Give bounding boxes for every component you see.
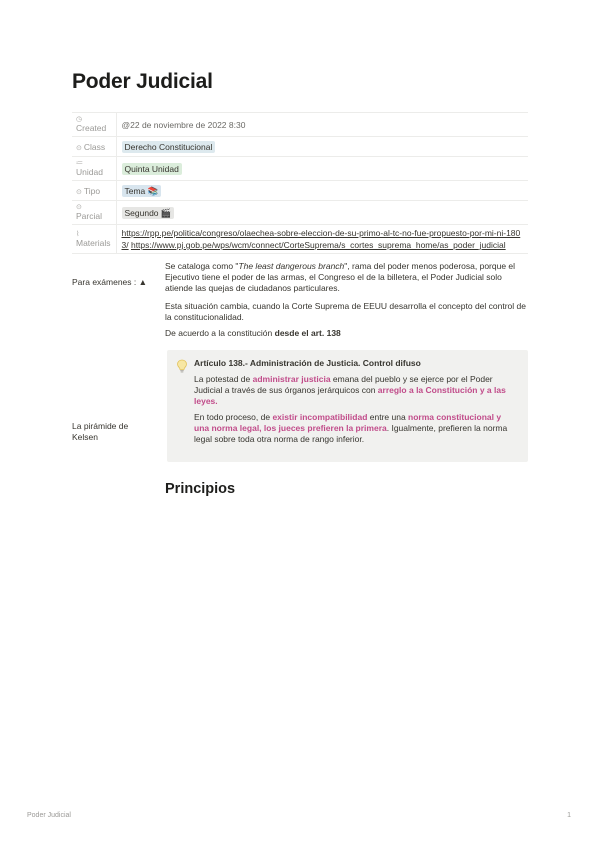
unidad-tag[interactable]: Quinta Unidad	[122, 163, 182, 175]
callout-paragraph-1: La potestad de administrar justicia emana del pueblo y se ejerce por el Poder Judicial a través de sus órganos jerárquicos con arreglo a la Constitución y a las leyes.	[194, 374, 506, 406]
heading-principios: Principios	[165, 481, 236, 497]
select-icon: ⊙	[76, 188, 82, 196]
property-name-unidad: ≔ Unidad	[72, 157, 116, 181]
class-tag[interactable]: Derecho Constitucional	[122, 141, 216, 153]
list-icon: ≔	[76, 160, 83, 167]
materials-links	[116, 225, 528, 254]
property-row-class	[72, 137, 528, 157]
page-title: Poder Judicial	[72, 70, 213, 93]
property-name-created: ◷ Created	[72, 113, 116, 137]
property-value-created: @22 de noviembre de 2022 8:30	[116, 113, 528, 137]
kelsen-label: La pirámide de Kelsen	[72, 421, 129, 442]
material-link-pj[interactable]: https://www.pj.gob.pe/wps/wcm/connect/CorteSuprema/s_cortes_suprema_home/as_poder_judicial	[130, 240, 506, 250]
property-name-class: ⊙ Class	[72, 137, 116, 157]
property-row-parcial	[72, 201, 528, 225]
paragraph-least-dangerous: Se cataloga como "The least dangerous branch", rama del poder menos poderosa, porque el Ejecutivo tiene el poder de las armas, el Congreso el de la billetera, el Poder Judicial solo atiende las quejas de ciudadanos particulares.	[165, 261, 516, 293]
property-row-unidad	[72, 157, 528, 181]
paragraph-constitucion: De acuerdo a la constitución desde el art. 138	[165, 328, 341, 338]
paragraph-control: Esta situación cambia, cuando la Corte Suprema de EEUU desarrolla el concepto del control de la constitucionalidad.	[165, 301, 526, 322]
material-link-rpp[interactable]: https://rpp.pe/politica/congreso/olaechea-sobre-eleccion-de-su-primo-al-tc-no-fue-propuesto-por-mi-ni-1803/	[121, 228, 521, 250]
properties-table	[72, 112, 528, 254]
callout-paragraph-2: En todo proceso, de existir incompatibilidad entre una norma constitucional y una norma legal, los jueces prefieren la primera. Igualmente, prefieren la norma legal sobre toda otra norma de rango inferior.	[194, 412, 508, 444]
property-row-created	[72, 113, 528, 137]
article-138-callout	[167, 350, 528, 462]
property-name-materials: ⌇ Materials	[72, 225, 116, 254]
property-row-tipo	[72, 181, 528, 201]
exam-label: Para exámenes : ▲	[72, 277, 148, 287]
lightbulb-icon	[176, 359, 188, 373]
paperclip-icon: ⌇	[76, 230, 80, 238]
footer-title: Poder Judicial	[27, 812, 71, 819]
property-row-materials	[72, 225, 528, 254]
clock-icon: ◷	[76, 116, 83, 123]
select-icon: ⊙	[76, 144, 82, 152]
callout-title: Artículo 138.- Administración de Justicia. Control difuso	[194, 358, 421, 368]
property-name-tipo: ⊙ Tipo	[72, 181, 116, 201]
property-name-parcial: ⊙ Parcial	[72, 201, 116, 225]
parcial-tag[interactable]: Segundo 🎬	[122, 207, 175, 219]
page-number: 1	[567, 812, 571, 819]
select-icon: ⊙	[76, 204, 82, 211]
tipo-tag[interactable]: Tema 📚	[122, 185, 162, 197]
